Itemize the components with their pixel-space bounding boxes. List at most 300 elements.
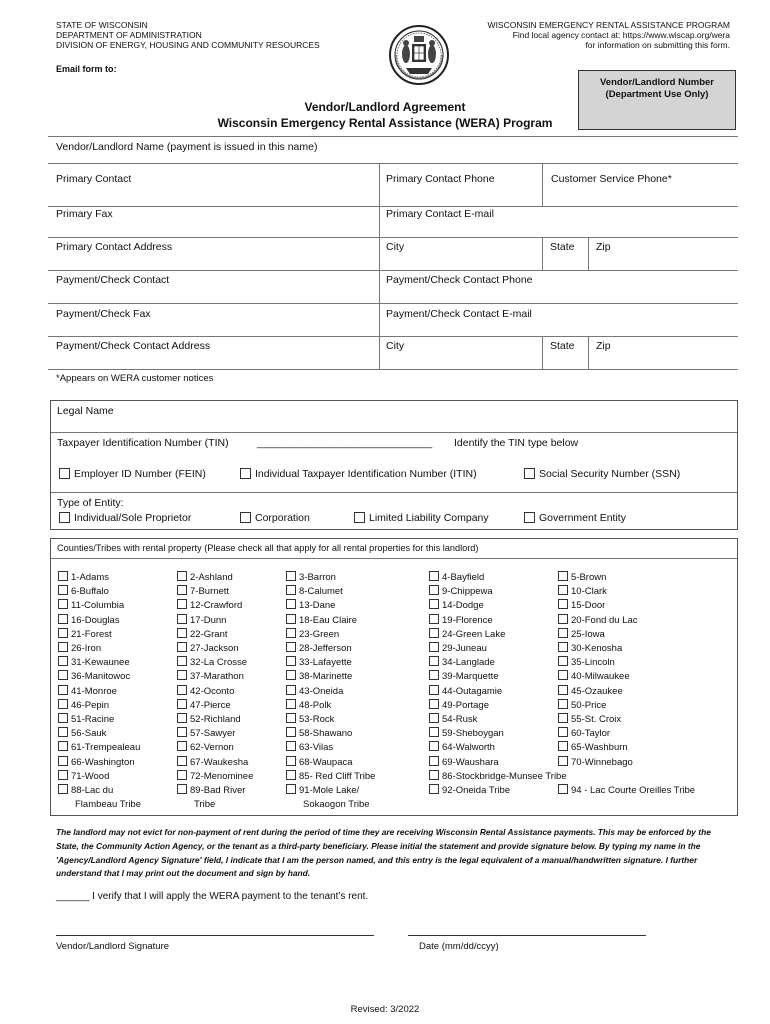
ssn-label: Social Security Number (SSN) xyxy=(539,468,681,480)
county-label: 70-Winnebago xyxy=(571,756,633,768)
sole-option[interactable] xyxy=(59,512,191,524)
county-option[interactable] xyxy=(429,699,567,713)
corp-checkbox[interactable] xyxy=(240,512,251,523)
county-checkbox[interactable] xyxy=(177,770,187,780)
county-checkbox[interactable] xyxy=(58,713,68,723)
primary-contact-label[interactable]: Primary Contact xyxy=(56,173,132,185)
county-option[interactable] xyxy=(558,585,695,599)
primary-email-label[interactable]: Primary Contact E-mail xyxy=(386,208,494,220)
date-line[interactable] xyxy=(408,935,646,936)
county-checkbox[interactable] xyxy=(177,741,187,751)
itin-option[interactable] xyxy=(240,468,477,480)
primary-contact-phone-label[interactable]: Primary Contact Phone xyxy=(386,173,495,185)
county-option[interactable] xyxy=(558,699,695,713)
county-option[interactable] xyxy=(429,713,567,727)
county-option[interactable] xyxy=(429,571,567,585)
county-option[interactable] xyxy=(286,599,375,613)
county-checkbox[interactable] xyxy=(286,656,296,666)
county-option[interactable] xyxy=(558,727,695,741)
county-checkbox[interactable] xyxy=(177,756,187,766)
initials-field[interactable]: ______ xyxy=(56,891,90,902)
county-checkbox[interactable] xyxy=(429,571,439,581)
county-column-4 xyxy=(429,571,567,798)
county-option[interactable] xyxy=(58,571,141,585)
county-label: 92-Oneida Tribe xyxy=(442,785,511,797)
county-label: 45-Ozaukee xyxy=(571,685,623,697)
county-checkbox[interactable] xyxy=(58,685,68,695)
county-label: 26-Iron xyxy=(71,643,102,655)
county-checkbox[interactable] xyxy=(58,614,68,624)
county-option[interactable] xyxy=(177,628,253,642)
county-label: 50-Price xyxy=(571,699,607,711)
county-label: 67-Waukesha xyxy=(190,756,249,768)
county-checkbox[interactable] xyxy=(58,699,68,709)
county-label: 48-Polk xyxy=(299,699,332,711)
state2-label[interactable]: State xyxy=(550,340,575,352)
payment-address-row xyxy=(48,337,738,370)
county-column-1 xyxy=(58,571,141,812)
fein-checkbox[interactable] xyxy=(59,468,70,479)
county-label: 62-Vernon xyxy=(190,742,234,754)
county-label: 29-Juneau xyxy=(442,643,487,655)
county-option[interactable] xyxy=(558,756,695,770)
corp-option[interactable] xyxy=(240,512,310,524)
county-checkbox[interactable] xyxy=(558,727,568,737)
county-label: 85- Red Cliff Tribe xyxy=(299,770,376,782)
county-option[interactable] xyxy=(286,571,375,585)
header-line: DEPARTMENT OF ADMINISTRATION xyxy=(56,30,202,40)
header-line: Find local agency contact at: https://www.wiscap.org/wera xyxy=(512,30,730,40)
county-option[interactable] xyxy=(177,571,253,585)
county-option[interactable] xyxy=(286,685,375,699)
county-option[interactable] xyxy=(558,770,695,784)
county-checkbox[interactable] xyxy=(177,656,187,666)
county-checkbox[interactable] xyxy=(558,599,568,609)
legal-name-label[interactable]: Legal Name xyxy=(57,405,114,417)
gov-option[interactable] xyxy=(524,512,626,524)
county-option[interactable] xyxy=(177,642,253,656)
county-checkbox[interactable] xyxy=(558,685,568,695)
county-checkbox[interactable] xyxy=(558,670,568,680)
county-checkbox[interactable] xyxy=(429,599,439,609)
county-checkbox[interactable] xyxy=(58,784,68,794)
county-option[interactable] xyxy=(58,670,141,684)
county-option[interactable] xyxy=(177,614,253,628)
county-label: 14-Dodge xyxy=(442,600,484,612)
county-checkbox[interactable] xyxy=(429,614,439,624)
county-checkbox[interactable] xyxy=(286,685,296,695)
county-label: 69-Waushara xyxy=(442,756,499,768)
tin-label: Taxpayer Identification Number (TIN) xyxy=(57,437,229,449)
county-option[interactable] xyxy=(429,656,567,670)
county-option[interactable] xyxy=(558,571,695,585)
county-option[interactable] xyxy=(58,656,141,670)
county-checkbox[interactable] xyxy=(286,614,296,624)
county-option[interactable] xyxy=(177,670,253,684)
signature-line[interactable] xyxy=(56,935,374,936)
county-label: 86-Stockbridge-Munsee Tribe xyxy=(442,770,567,782)
county-label: 56-Sauk xyxy=(71,728,107,740)
county-label: 37-Marathon xyxy=(190,671,244,683)
llc-label: Limited Liability Company xyxy=(369,512,489,524)
fein-option[interactable] xyxy=(59,468,206,480)
county-label: 72-Menominee xyxy=(190,770,254,782)
vendor-number-label: Vendor/Landlord Number xyxy=(599,77,714,88)
county-label: 66-Washington xyxy=(71,756,135,768)
county-option[interactable] xyxy=(286,727,375,741)
payment-contact-row xyxy=(48,271,738,304)
county-option[interactable] xyxy=(558,713,695,727)
county-checkbox[interactable] xyxy=(558,756,568,766)
county-option[interactable] xyxy=(286,756,375,770)
county-checkbox[interactable] xyxy=(429,741,439,751)
county-option[interactable] xyxy=(286,770,375,784)
county-checkbox[interactable] xyxy=(177,642,187,652)
county-checkbox[interactable] xyxy=(286,727,296,737)
county-option[interactable] xyxy=(58,614,141,628)
county-label: 22-Grant xyxy=(190,628,228,640)
zip2-label[interactable]: Zip xyxy=(596,340,611,352)
county-option[interactable] xyxy=(429,670,567,684)
county-label: 16-Douglas xyxy=(71,614,120,626)
county-label-continued: Flambeau Tribe xyxy=(75,799,142,811)
ssn-checkbox[interactable] xyxy=(524,468,535,479)
county-label: 7-Burnett xyxy=(190,586,230,598)
county-checkbox[interactable] xyxy=(58,670,68,680)
county-checkbox[interactable] xyxy=(286,784,296,794)
county-option[interactable] xyxy=(286,614,375,628)
primary-address-label[interactable]: Primary Contact Address xyxy=(56,241,173,253)
county-label: 27-Jackson xyxy=(190,643,239,655)
county-checkbox[interactable] xyxy=(558,628,568,638)
county-checkbox[interactable] xyxy=(177,614,187,624)
county-option[interactable] xyxy=(558,614,695,628)
county-checkbox[interactable] xyxy=(429,670,439,680)
county-option[interactable] xyxy=(58,741,141,755)
county-checkbox[interactable] xyxy=(286,741,296,751)
county-option[interactable] xyxy=(429,585,567,599)
county-label: 10-Clark xyxy=(571,586,607,598)
county-checkbox[interactable] xyxy=(286,571,296,581)
county-checkbox[interactable] xyxy=(286,756,296,766)
county-checkbox[interactable] xyxy=(558,713,568,723)
county-option[interactable] xyxy=(558,642,695,656)
county-label: 51-Racine xyxy=(71,714,115,726)
county-label: 33-Lafayette xyxy=(299,657,352,669)
county-option[interactable] xyxy=(177,770,253,784)
counties-heading: Counties/Tribes with rental property (Please check all that apply for all rental properties for this landlord) xyxy=(57,543,479,553)
state-label[interactable]: State xyxy=(550,241,575,253)
llc-option[interactable] xyxy=(354,512,489,524)
county-checkbox[interactable] xyxy=(429,628,439,638)
county-label: 8-Calumet xyxy=(299,586,343,598)
county-label: 64-Walworth xyxy=(442,742,495,754)
header-line: DIVISION OF ENERGY, HOUSING AND COMMUNITY RESOURCES xyxy=(56,40,320,50)
county-checkbox[interactable] xyxy=(58,741,68,751)
sole-checkbox[interactable] xyxy=(59,512,70,523)
county-label: 36-Manitowoc xyxy=(71,671,131,683)
county-option[interactable] xyxy=(177,599,253,613)
county-option[interactable] xyxy=(58,628,141,642)
county-option[interactable] xyxy=(286,670,375,684)
gov-checkbox[interactable] xyxy=(524,512,535,523)
itin-checkbox[interactable] xyxy=(240,468,251,479)
county-label: 17-Dunn xyxy=(190,614,227,626)
county-label: 57-Sawyer xyxy=(190,728,236,740)
county-column-3 xyxy=(286,571,375,812)
city2-label[interactable]: City xyxy=(386,340,405,352)
county-option[interactable] xyxy=(286,784,375,798)
county-checkbox[interactable] xyxy=(286,699,296,709)
county-checkbox[interactable] xyxy=(429,713,439,723)
county-checkbox[interactable] xyxy=(429,685,439,695)
county-checkbox[interactable] xyxy=(286,585,296,595)
payment-email-label[interactable]: Payment/Check Contact E-mail xyxy=(386,308,532,320)
county-checkbox[interactable] xyxy=(177,699,187,709)
county-checkbox[interactable] xyxy=(558,642,568,652)
county-option[interactable] xyxy=(177,784,253,798)
county-label: 3-Barron xyxy=(299,572,336,583)
county-option[interactable] xyxy=(58,756,141,770)
vendor-name-row[interactable] xyxy=(48,137,738,164)
county-option[interactable] xyxy=(177,727,253,741)
zip-label[interactable]: Zip xyxy=(596,241,611,253)
county-checkbox[interactable] xyxy=(429,656,439,666)
vendor-number-sub: (Department Use Only) xyxy=(605,89,709,100)
county-checkbox[interactable] xyxy=(286,628,296,638)
county-label: 49-Portage xyxy=(442,699,490,711)
county-label: 47-Pierce xyxy=(190,699,231,711)
county-option[interactable] xyxy=(286,585,375,599)
county-label: 59-Sheboygan xyxy=(442,728,504,740)
notice-text: *Appears on WERA customer notices xyxy=(56,373,214,384)
legal-statement: The landlord may not evict for non-payment of rent during the period of time they are receiving Wisconsin Rental Assistance payments. This may be enforced by the State, the Community Action Agency, or the tenant as a third-party beneficiary. Please initial the statement and provide signature below. By typing my name in the 'Agency/Landlord Agency Signature' field, I indicate that I am the person named, and this entry is the legal equivalent of a manual/handwritten signature. I further understand that I may print out the document and sign by hand. xyxy=(56,827,711,879)
city-label[interactable]: City xyxy=(386,241,405,253)
county-label: 6-Buffalo xyxy=(71,586,109,598)
county-label: 41-Monroe xyxy=(71,685,117,697)
county-option[interactable] xyxy=(58,585,141,599)
county-option[interactable] xyxy=(286,628,375,642)
county-label: 55-St. Croix xyxy=(571,714,622,726)
payment-address-label[interactable]: Payment/Check Contact Address xyxy=(56,340,211,352)
county-checkbox[interactable] xyxy=(558,699,568,709)
county-label: 28-Jefferson xyxy=(299,643,352,655)
county-label: 40-Milwaukee xyxy=(571,671,630,683)
county-option[interactable] xyxy=(286,741,375,755)
agency-header xyxy=(56,20,320,50)
county-option[interactable] xyxy=(558,599,695,613)
county-checkbox[interactable] xyxy=(177,585,187,595)
county-label: 5-Brown xyxy=(571,572,607,583)
county-label: 31-Kewaunee xyxy=(71,657,130,669)
form-subtitle: Wisconsin Emergency Rental Assistance (WERA) Program xyxy=(217,116,553,130)
county-option[interactable] xyxy=(558,784,695,798)
county-label: 32-La Crosse xyxy=(190,657,248,669)
county-checkbox[interactable] xyxy=(177,727,187,737)
county-checkbox[interactable] xyxy=(286,599,296,609)
county-checkbox[interactable] xyxy=(177,685,187,695)
county-option[interactable] xyxy=(558,628,695,642)
county-checkbox[interactable] xyxy=(429,784,439,794)
county-option[interactable] xyxy=(177,713,253,727)
header-line: STATE OF WISCONSIN xyxy=(56,20,148,30)
county-checkbox[interactable] xyxy=(429,770,439,780)
county-label: 60-Taylor xyxy=(571,728,611,740)
county-option[interactable] xyxy=(429,685,567,699)
payment-phone-label[interactable]: Payment/Check Contact Phone xyxy=(386,274,533,286)
county-label: 13-Dane xyxy=(299,600,336,612)
county-option[interactable] xyxy=(177,585,253,599)
payment-fax-row xyxy=(48,304,738,337)
county-label: 53-Rock xyxy=(299,714,335,726)
county-option[interactable] xyxy=(558,741,695,755)
customer-service-phone-label[interactable]: Customer Service Phone* xyxy=(551,173,672,185)
program-header xyxy=(488,20,730,50)
header-line: WISCONSIN EMERGENCY RENTAL ASSISTANCE PROGRAM xyxy=(487,20,730,30)
county-option[interactable] xyxy=(58,685,141,699)
verify-row xyxy=(56,891,368,902)
county-checkbox[interactable] xyxy=(58,727,68,737)
county-option[interactable] xyxy=(177,741,253,755)
county-option[interactable] xyxy=(286,713,375,727)
county-label: 21-Forest xyxy=(71,628,112,640)
county-option[interactable] xyxy=(58,784,141,798)
county-label: 15-Door xyxy=(571,600,606,612)
county-checkbox[interactable] xyxy=(177,599,187,609)
county-label: 44-Outagamie xyxy=(442,685,503,697)
county-label-continued: Sokaogon Tribe xyxy=(303,799,370,811)
county-checkbox[interactable] xyxy=(558,784,568,794)
county-checkbox[interactable] xyxy=(58,770,68,780)
tin-input-line[interactable]: ______________________________ xyxy=(257,437,433,449)
county-option[interactable] xyxy=(58,642,141,656)
county-checkbox[interactable] xyxy=(58,599,68,609)
county-column-2 xyxy=(177,571,253,812)
county-option[interactable] xyxy=(429,628,567,642)
county-checkbox[interactable] xyxy=(558,614,568,624)
county-option[interactable] xyxy=(177,699,253,713)
county-checkbox[interactable] xyxy=(429,699,439,709)
county-option[interactable] xyxy=(58,727,141,741)
county-checkbox[interactable] xyxy=(558,571,568,581)
county-option[interactable] xyxy=(58,770,141,784)
county-label: 42-Oconto xyxy=(190,685,235,697)
itin-label: Individual Taxpayer Identification Number (ITIN) xyxy=(255,468,477,480)
county-label: 12-Crawford xyxy=(190,600,243,612)
verify-text: I verify that I will apply the WERA payment to the tenant’s rent. xyxy=(92,891,369,902)
county-checkbox[interactable] xyxy=(58,642,68,652)
county-label: 34-Langlade xyxy=(442,657,495,669)
county-option[interactable] xyxy=(286,642,375,656)
county-option[interactable] xyxy=(429,741,567,755)
county-option[interactable] xyxy=(429,727,567,741)
county-label: 23-Green xyxy=(299,628,340,640)
revised-date: Revised: 3/2022 xyxy=(350,1004,420,1015)
county-label: 30-Kenosha xyxy=(571,643,623,655)
county-checkbox[interactable] xyxy=(177,713,187,723)
county-label: 46-Pepin xyxy=(71,699,110,711)
county-checkbox[interactable] xyxy=(58,756,68,766)
llc-checkbox[interactable] xyxy=(354,512,365,523)
county-checkbox[interactable] xyxy=(58,628,68,638)
county-option[interactable] xyxy=(429,599,567,613)
county-label: 61-Trempealeau xyxy=(71,742,141,754)
county-option[interactable] xyxy=(177,656,253,670)
county-option[interactable] xyxy=(58,713,141,727)
county-label: 89-Bad River xyxy=(190,785,246,797)
county-checkbox[interactable] xyxy=(558,585,568,595)
county-option[interactable] xyxy=(429,784,567,798)
county-option[interactable] xyxy=(429,614,567,628)
county-label: 24-Green Lake xyxy=(442,628,506,640)
county-option[interactable] xyxy=(429,756,567,770)
county-label: 91-Mole Lake/ xyxy=(299,785,360,797)
payment-fax-label[interactable]: Payment/Check Fax xyxy=(56,308,151,320)
county-checkbox[interactable] xyxy=(286,770,296,780)
county-checkbox[interactable] xyxy=(177,784,187,794)
county-label: 19-Florence xyxy=(442,614,493,626)
county-label: 54-Rusk xyxy=(442,714,478,726)
county-checkbox[interactable] xyxy=(177,670,187,680)
county-option[interactable] xyxy=(286,656,375,670)
county-checkbox[interactable] xyxy=(58,656,68,666)
county-option[interactable] xyxy=(177,685,253,699)
county-label: 25-Iowa xyxy=(571,628,605,640)
email-label: Email form to: xyxy=(56,64,117,74)
county-option[interactable] xyxy=(58,699,141,713)
county-label: 35-Lincoln xyxy=(571,657,615,669)
county-option[interactable] xyxy=(558,670,695,684)
county-checkbox[interactable] xyxy=(286,713,296,723)
county-label: 63-Vilas xyxy=(299,742,334,754)
county-option[interactable] xyxy=(429,642,567,656)
county-checkbox[interactable] xyxy=(429,727,439,737)
county-checkbox[interactable] xyxy=(429,642,439,652)
county-label: 20-Fond du Lac xyxy=(571,614,638,626)
county-option[interactable] xyxy=(558,685,695,699)
signature-label: Vendor/Landlord Signature xyxy=(56,941,170,952)
county-label: 71-Wood xyxy=(71,770,110,782)
county-label: 68-Waupaca xyxy=(299,756,353,768)
county-label: 65-Washburn xyxy=(571,742,628,754)
ssn-option[interactable] xyxy=(524,468,680,480)
county-option[interactable] xyxy=(558,656,695,670)
county-checkbox[interactable] xyxy=(429,585,439,595)
county-checkbox[interactable] xyxy=(558,656,568,666)
county-checkbox[interactable] xyxy=(286,642,296,652)
primary-fax-label[interactable]: Primary Fax xyxy=(56,208,113,220)
counties-section xyxy=(50,538,738,816)
county-checkbox[interactable] xyxy=(429,756,439,766)
county-label: 18-Eau Claire xyxy=(299,614,358,626)
county-label: 11-Columbia xyxy=(71,600,125,612)
county-checkbox[interactable] xyxy=(58,585,68,595)
county-checkbox[interactable] xyxy=(558,741,568,751)
county-option[interactable] xyxy=(58,599,141,613)
county-checkbox[interactable] xyxy=(58,571,68,581)
payment-contact-label[interactable]: Payment/Check Contact xyxy=(56,274,170,286)
county-checkbox[interactable] xyxy=(286,670,296,680)
county-option[interactable] xyxy=(429,770,567,784)
county-checkbox[interactable] xyxy=(177,628,187,638)
entity-type-label: Type of Entity: xyxy=(57,497,124,509)
county-label: 38-Marinette xyxy=(299,671,353,683)
county-checkbox[interactable] xyxy=(177,571,187,581)
primary-fax-row xyxy=(48,207,738,238)
gov-label: Government Entity xyxy=(539,512,626,524)
county-option[interactable] xyxy=(177,756,253,770)
county-option[interactable] xyxy=(286,699,375,713)
